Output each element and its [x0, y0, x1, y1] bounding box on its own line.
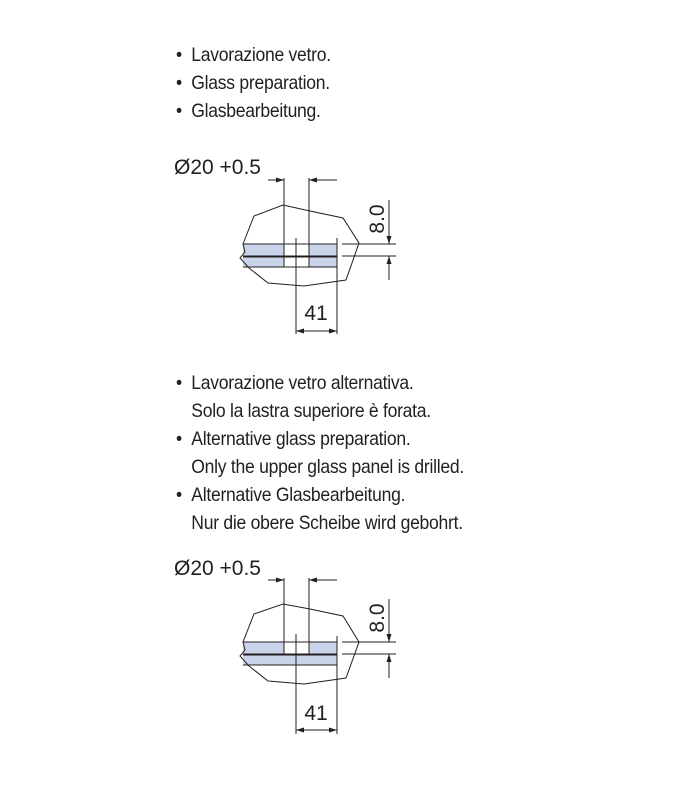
glass-drilling-drawing: [170, 554, 410, 734]
horizontal-dimension-label: 41: [304, 702, 328, 725]
lower-glass-panel: [243, 655, 337, 665]
list-item-subtext: Nur die obere Scheibe wird gebohrt.: [191, 512, 463, 534]
list-item: [176, 425, 464, 481]
list-item-text: Lavorazione vetro alternativa.: [191, 372, 414, 394]
list-item: [176, 97, 331, 125]
list-item-text: Glasbearbeitung.: [191, 100, 321, 122]
list-item: [176, 481, 464, 537]
hole-diameter-label: Ø20 +0.5: [174, 557, 261, 580]
list-item-subtext: Only the upper glass panel is drilled.: [191, 456, 464, 478]
list-item-subtext: Solo la lastra superiore è forata.: [191, 400, 431, 422]
bullet-icon: •: [176, 372, 182, 394]
vertical-dimension-label: 8.0: [366, 204, 389, 234]
vertical-dimension-label: 8.0: [366, 603, 389, 633]
bullet-icon: •: [176, 72, 182, 94]
alternative-glass-preparation-diagram: [170, 554, 410, 734]
list-item: [176, 41, 331, 69]
glass-preparation-diagram: [170, 150, 410, 330]
alternative-glass-preparation-list: [176, 369, 464, 537]
bullet-icon: •: [176, 428, 182, 450]
list-item: [176, 69, 331, 97]
hole-diameter-label: Ø20 +0.5: [174, 156, 261, 179]
bullet-icon: •: [176, 44, 182, 66]
bullet-icon: •: [176, 484, 182, 506]
list-item-text: Glass preparation.: [191, 72, 330, 94]
list-item-text: Alternative Glasbearbeitung.: [191, 484, 406, 506]
horizontal-dimension-label: 41: [304, 302, 328, 325]
bullet-icon: •: [176, 100, 182, 122]
glass-drilling-drawing: [170, 150, 410, 330]
list-item: [176, 369, 464, 425]
glass-preparation-list: [176, 41, 331, 125]
list-item-text: Lavorazione vetro.: [191, 44, 331, 66]
list-item-text: Alternative glass preparation.: [191, 428, 411, 450]
